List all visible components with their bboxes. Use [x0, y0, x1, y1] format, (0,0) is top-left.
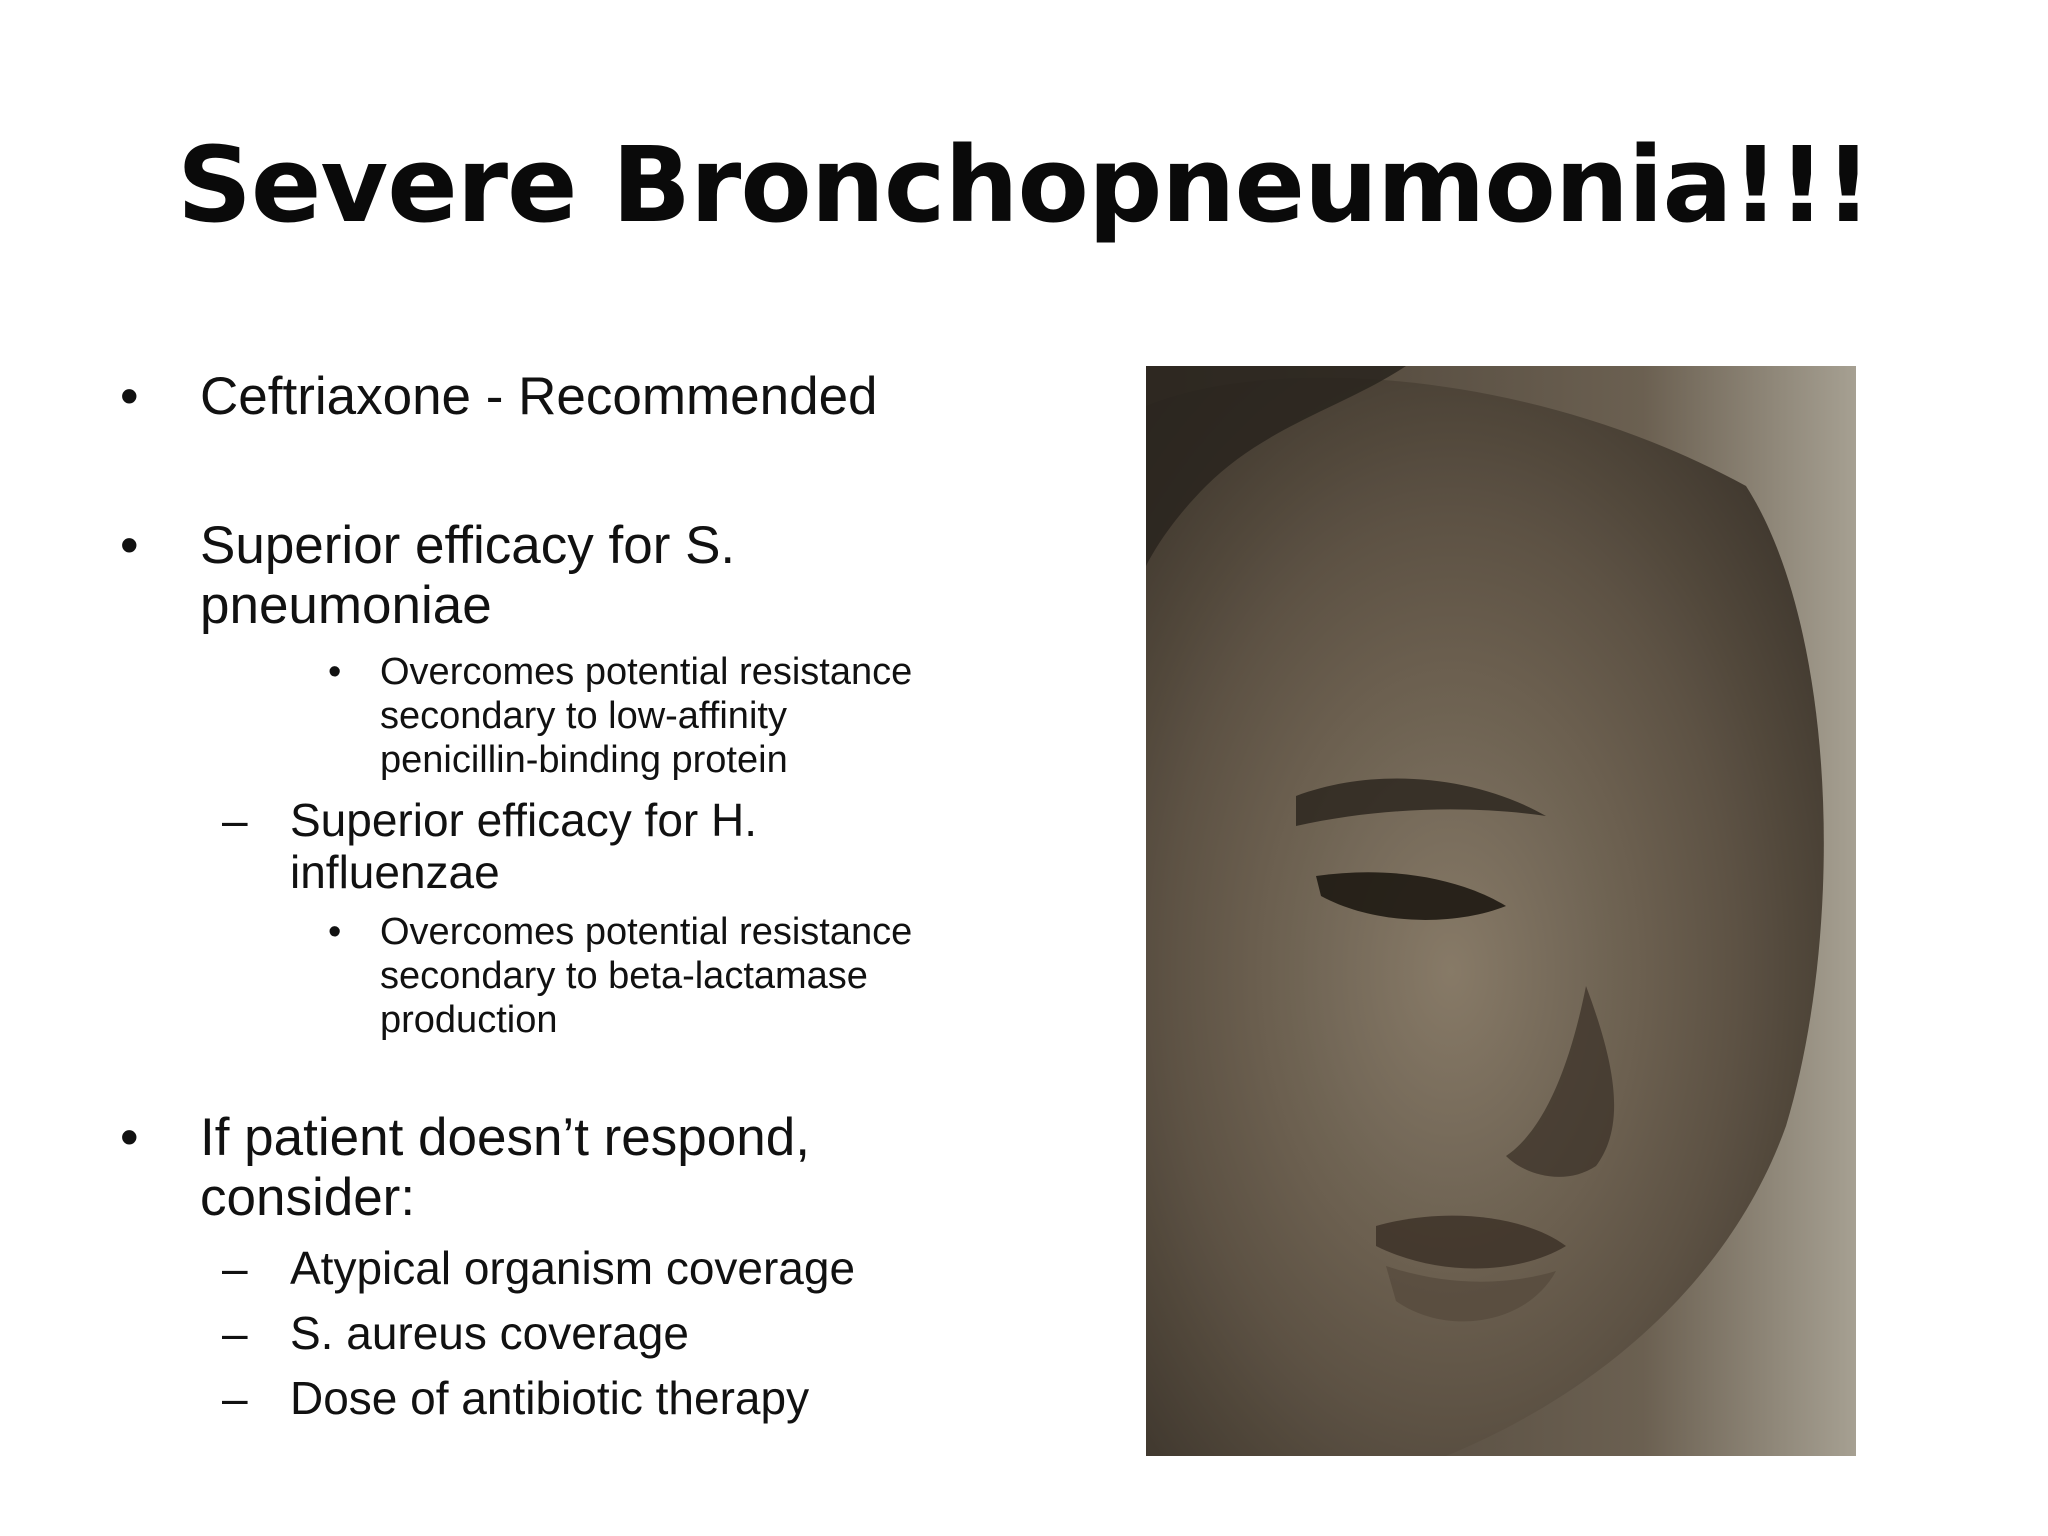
dash-icon: – [222, 794, 248, 846]
dash-dose: Dose of antibiotic therapy [290, 1372, 810, 1424]
dash-saureus: S. aureus coverage [290, 1307, 689, 1359]
bullet-no-response-line1: If patient doesn’t respond, [200, 1108, 810, 1167]
dash-icon: – [222, 1242, 248, 1294]
bullet-icon: • [120, 1108, 139, 1167]
bullet-ceftriaxone: Ceftriaxone - Recommended [200, 367, 878, 426]
sub-bullet-resistance-1-line1: Overcomes potential resistance [380, 651, 913, 693]
bullet-spneumoniae-line1: Superior efficacy for S. [200, 516, 736, 575]
child-face-photo [1146, 366, 1856, 1456]
bullet-spneumoniae-line2: pneumoniae [200, 576, 492, 635]
sub-bullet-resistance-1-line2: secondary to low-affinity [380, 695, 787, 737]
sub-bullet-resistance-1-line3: penicillin-binding protein [380, 739, 788, 781]
sub-bullet-resistance-2-line3: production [380, 999, 558, 1041]
sub-bullet-resistance-2-line1: Overcomes potential resistance [380, 911, 913, 953]
sub-bullet-resistance-2-line2: secondary to beta-lactamase [380, 955, 868, 997]
child-face-illustration [1146, 366, 1856, 1456]
bullet-icon: • [120, 367, 139, 426]
bullet-no-response-line2: consider: [200, 1168, 416, 1227]
bullet-icon: • [328, 911, 342, 953]
dash-icon: – [222, 1307, 248, 1359]
dash-atypical: Atypical organism coverage [290, 1242, 856, 1294]
bullet-icon: • [328, 651, 342, 693]
slide-title: Severe Bronchopneumonia!!! [176, 124, 1871, 246]
dash-icon: – [222, 1372, 248, 1424]
dash-hinfluenzae-line2: influenzae [290, 846, 500, 898]
dash-hinfluenzae-line1: Superior efficacy for H. [290, 794, 758, 846]
bullet-icon: • [120, 516, 139, 575]
